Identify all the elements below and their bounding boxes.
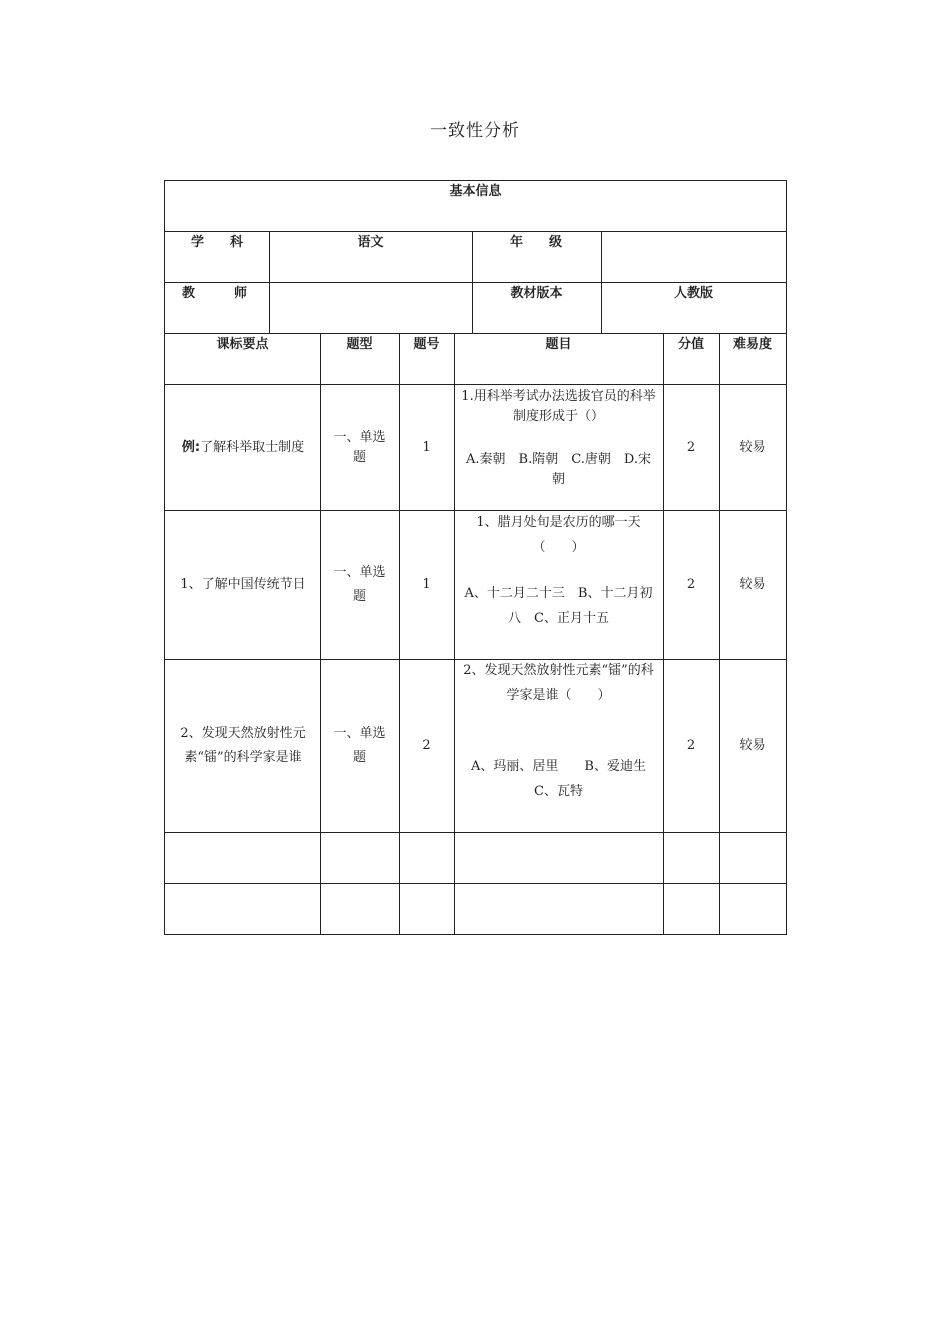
- question-number: 2: [422, 738, 431, 753]
- teacher-label: 教 师: [182, 286, 248, 301]
- score: 2: [686, 439, 696, 455]
- column-header: 分值: [677, 337, 704, 352]
- column-header: 课标要点: [216, 337, 269, 352]
- point-text: 了解科举取士制度: [200, 439, 305, 455]
- question-options: A.秦朝 B.隋朝 C.唐朝 D.宋朝: [466, 452, 651, 487]
- difficulty: 较易: [739, 439, 766, 455]
- example-prefix: 例:: [181, 439, 201, 455]
- table-row-point: 1、了解中国传统节日: [180, 577, 306, 592]
- column-header: 题目: [545, 337, 572, 352]
- column-header: 难易度: [732, 337, 772, 352]
- col-divider: [472, 231, 473, 333]
- row-divider: [165, 282, 786, 283]
- page-title: 一致性分析: [430, 121, 520, 141]
- row-divider: [165, 231, 786, 232]
- col-divider: [320, 333, 321, 934]
- question-options: A、玛丽、居里 B、爱迪生 C、瓦特: [471, 759, 672, 799]
- row-divider: [165, 832, 786, 833]
- column-header: 题型: [346, 337, 373, 352]
- section-title: 基本信息: [449, 184, 502, 199]
- col-divider: [454, 333, 455, 934]
- difficulty: 较易: [739, 577, 766, 592]
- consistency-table: [164, 180, 787, 935]
- table-row-point: [173, 385, 313, 510]
- question-number: 1: [422, 439, 431, 455]
- question-stem: 1、腊月处旬是农历的哪一天（ ）: [476, 515, 641, 555]
- edition-value: 人教版: [673, 286, 713, 301]
- subject-value: 语文: [357, 235, 384, 250]
- score: 2: [686, 738, 696, 753]
- difficulty: 较易: [739, 738, 766, 753]
- column-header: 题号: [413, 337, 440, 352]
- col-divider: [601, 231, 602, 333]
- score: 2: [686, 577, 696, 592]
- edition-label: 教材版本: [510, 286, 563, 301]
- question-type: 一、单选题: [333, 726, 386, 765]
- subject-label: 学 科: [190, 235, 243, 250]
- question-options: A、十二月二十三 B、十二月初八 C、正月十五: [464, 586, 653, 626]
- question-stem: 2、发现天然放射性元素“镭”的科学家是谁（ ）: [463, 663, 654, 703]
- question-type: 一、单选题: [333, 429, 386, 465]
- row-divider: [165, 883, 786, 884]
- grade-label: 年 级: [510, 235, 563, 250]
- question-stem: 1.用科举考试办法选拔官员的科举制度形成于（）: [461, 389, 656, 424]
- table-row-point: 2、发现天然放射性元素“镭”的科学家是谁: [180, 726, 306, 765]
- row-divider: [165, 333, 786, 334]
- question-number: 1: [422, 577, 431, 592]
- question-type: 一、单选题: [333, 565, 386, 604]
